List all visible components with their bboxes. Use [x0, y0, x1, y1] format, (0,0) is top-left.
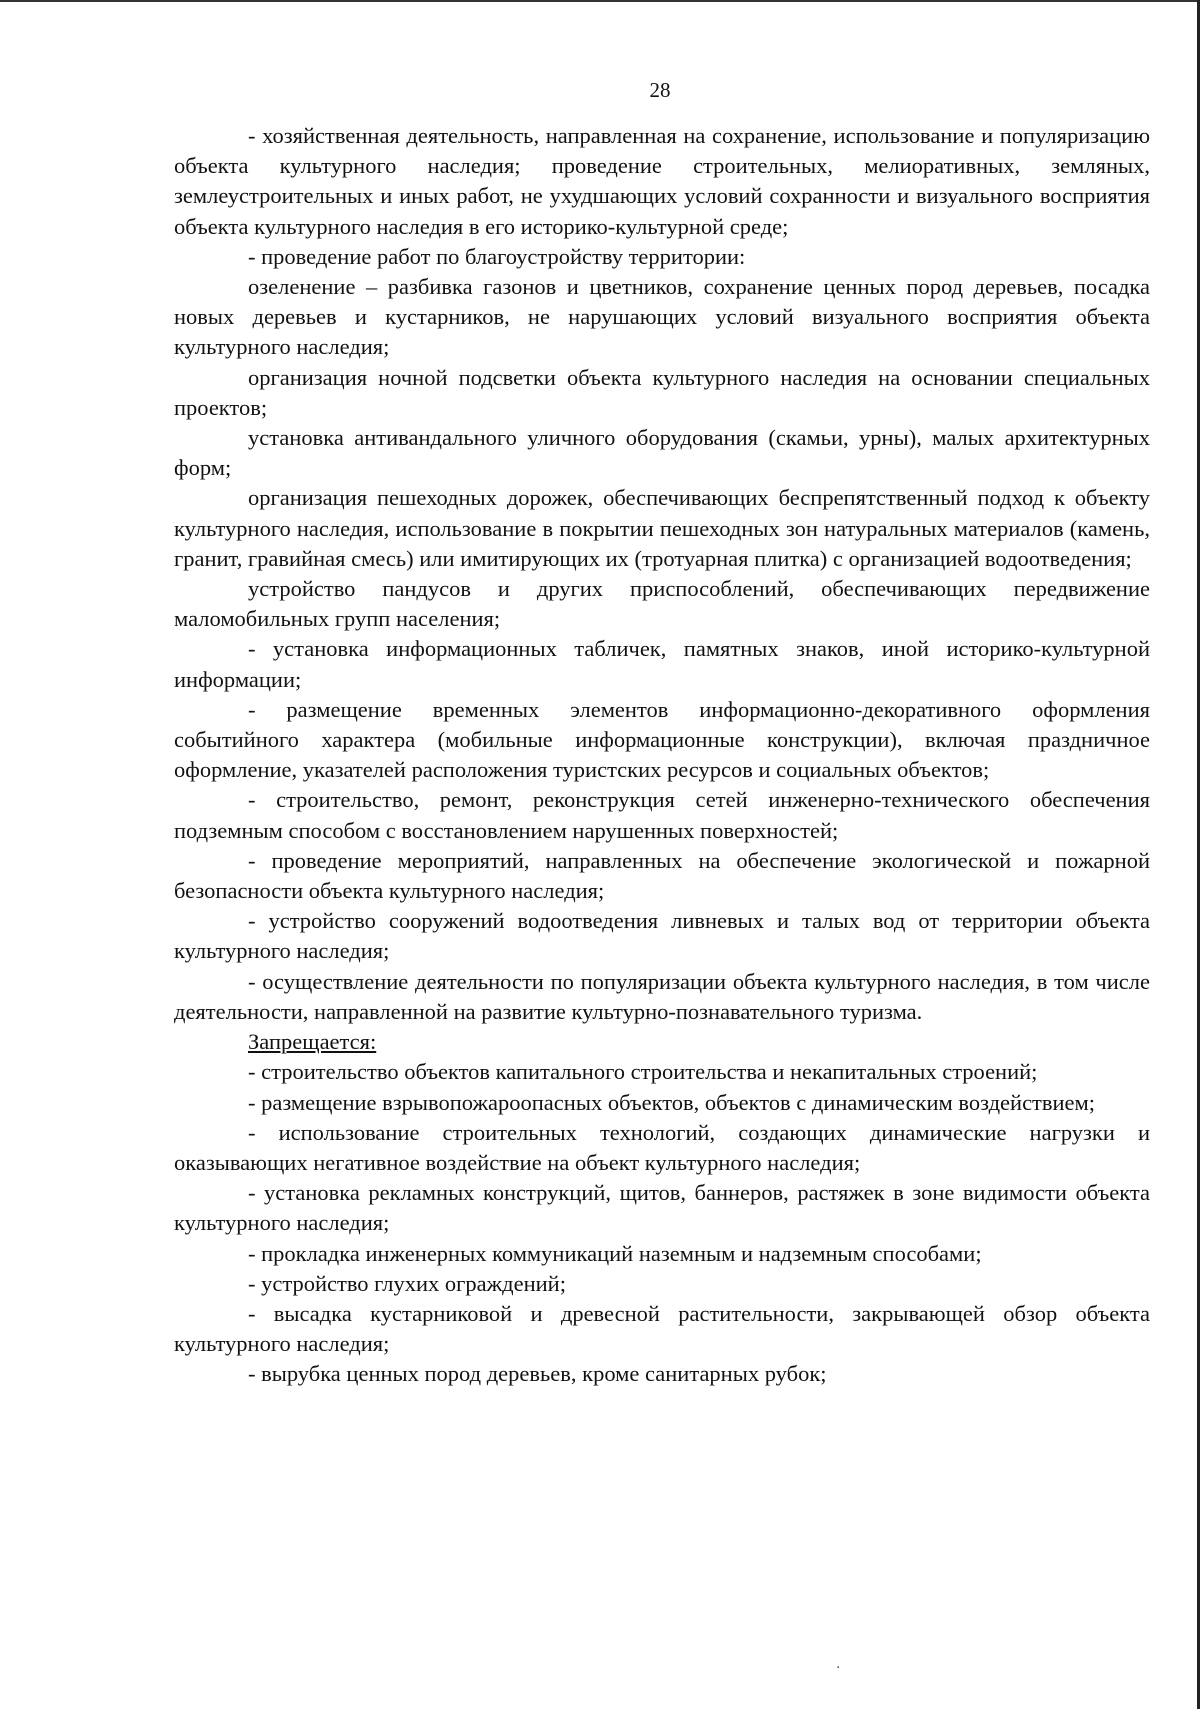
paragraph: устройство пандусов и других приспособлений, обеспечивающих передвижение маломобильных групп населения; — [174, 576, 1150, 632]
paragraph: - установка информационных табличек, памятных знаков, иной историко-культурной информации; — [174, 636, 1150, 692]
paragraph: организация ночной подсветки объекта культурного наследия на основании специальных проектов; — [174, 364, 1150, 420]
paragraph: - размещение временных элементов информационно-декоративного оформления событийного характера (мобильные информационные конструкции), включая праздничное оформление, указателей расположения туристских ресурсов и социальных объектов; — [174, 696, 1150, 783]
document-body — [174, 121, 1150, 1390]
paragraph: - устройство сооружений водоотведения ливневых и талых вод от территории объекта культурного наследия; — [174, 908, 1150, 964]
prohibited-item: - размещение взрывопожароопасных объектов, объектов с динамическим воздействием; — [248, 1089, 1096, 1115]
paragraph: озеленение – разбивка газонов и цветников, сохранение ценных пород деревьев, посадка новых деревьев и кустарников, не нарушающих условий визуального восприятия объекта культурного наследия; — [174, 274, 1150, 360]
page-number: 28 — [649, 78, 671, 102]
paragraph: - проведение мероприятий, направленных на обеспечение экологической и пожарной безопасности объекта культурного наследия; — [174, 847, 1150, 904]
prohibited-item: - строительство объектов капитального строительства и некапитальных строений; — [248, 1059, 1038, 1085]
prohibited-item: - использование строительных технологий, создающих динамические нагрузки и оказывающих негативное воздействие на объект культурного наследия; — [174, 1119, 1150, 1175]
paragraph: - проведение работ по благоустройству территории: — [248, 243, 746, 269]
page-top-edge — [0, 0, 1200, 2]
paragraph: - осуществление деятельности по популяризации объекта культурного наследия, в том числе деятельности, направленной на развитие культурно-познавательного туризма. — [174, 968, 1150, 1024]
paragraph: - хозяйственная деятельность, направленная на сохранение, использование и популяризацию объекта культурного наследия; проведение строительных, мелиоративных, земляных, землеустроительных и иных работ, не ухудшающих условий сохранности и визуального восприятия объекта культурного наследия в его историко-культурной среде; — [174, 123, 1150, 239]
paragraph: организация пешеходных дорожек, обеспечивающих беспрепятственный подход к объекту культурного наследия, использование в покрытии пешеходных зон натуральных материалов (камень, гранит, гравийная смесь) или имитирующих их (тротуарная плитка) с организацией водоотведения; — [174, 485, 1150, 571]
prohibited-item: - высадка кустарниковой и древесной растительности, закрывающей обзор объекта культурного наследия; — [174, 1300, 1150, 1357]
prohibited-item: - установка рекламных конструкций, щитов, баннеров, растяжек в зоне видимости объекта культурного наследия; — [174, 1180, 1150, 1236]
paragraph: установка антивандального уличного оборудования (скамьи, урны), малых архитектурных форм; — [174, 425, 1150, 481]
prohibited-heading: Запрещается: — [248, 1029, 377, 1055]
prohibited-item: - вырубка ценных пород деревьев, кроме санитарных рубок; — [248, 1361, 827, 1387]
prohibited-item: - устройство глухих ограждений; — [248, 1270, 566, 1296]
prohibited-heading-paragraph — [174, 1027, 1150, 1057]
paragraph: - строительство, ремонт, реконструкция сетей инженерно-технического обеспечения подземным способом с восстановлением нарушенных поверхностей; — [174, 787, 1150, 843]
prohibited-item: - прокладка инженерных коммуникаций наземным и надземным способами; — [248, 1240, 982, 1266]
scan-speck: · — [836, 1660, 841, 1676]
